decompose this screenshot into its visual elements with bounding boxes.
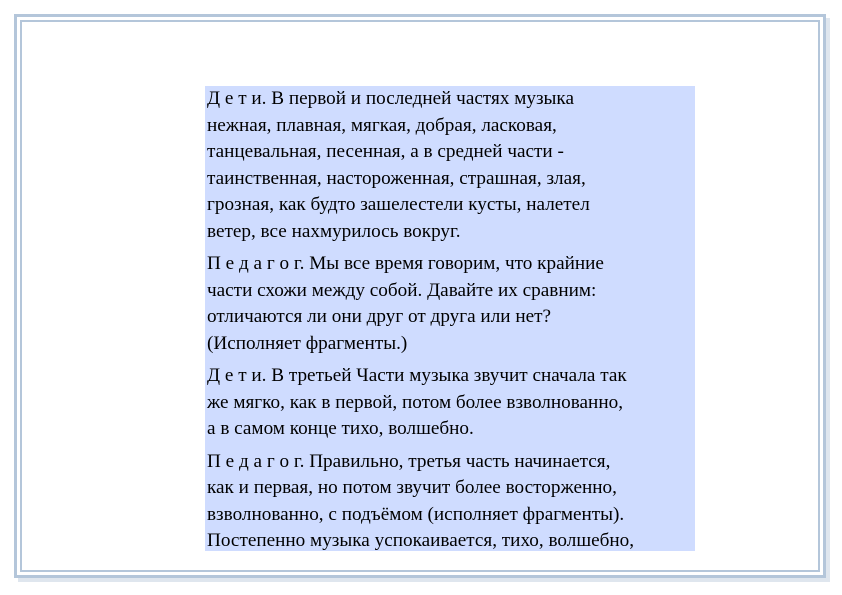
paragraph-teacher-1 bbox=[207, 251, 693, 357]
text-line: танцевальная, песенная, а в средней части - bbox=[207, 141, 564, 162]
text-line: а в самом конце тихо, волшебно. bbox=[207, 418, 474, 439]
text-line: П е д а г о г. Мы все время говорим, что крайние bbox=[207, 253, 604, 274]
text-line: Д е т и. В первой и последней частях музыка bbox=[207, 88, 574, 109]
text-line: грозная, как будто зашелестели кусты, налетел bbox=[207, 194, 590, 215]
text-line: взволнованно, с подъёмом (исполняет фрагменты). bbox=[207, 503, 625, 525]
text-line: как и первая, но потом звучит более восторженно, bbox=[207, 477, 617, 498]
slide-shadow-right bbox=[826, 18, 830, 582]
text-line: П е д а г о г. Правильно, третья часть начинается, bbox=[207, 450, 611, 472]
dialogue-text-block bbox=[205, 86, 695, 551]
slide-shadow-bottom bbox=[18, 578, 830, 582]
paragraph-children-1 bbox=[207, 86, 693, 245]
text-line: Д е т и. В третьей Части музыка звучит сначала так bbox=[207, 365, 627, 386]
text-line: отличаются ли они друг от друга или нет? bbox=[207, 306, 552, 327]
text-line: же мягко, как в первой, потом более взволнованно, bbox=[207, 391, 623, 413]
paragraph-children-2 bbox=[207, 363, 693, 443]
text-line: (Исполняет фрагменты.) bbox=[207, 332, 408, 354]
text-line: нежная, плавная, мягкая, добрая, ласковая, bbox=[207, 114, 557, 136]
text-line: таинственная, настороженная, страшная, злая, bbox=[207, 167, 586, 189]
text-line: части схожи между собой. Давайте их сравним: bbox=[207, 279, 597, 301]
text-line: Постепенно музыка успокаивается, тихо, волшебно, bbox=[207, 530, 635, 551]
paragraph-teacher-2 bbox=[207, 449, 693, 555]
text-line: ветер, все нахмурилось вокруг. bbox=[207, 220, 461, 242]
